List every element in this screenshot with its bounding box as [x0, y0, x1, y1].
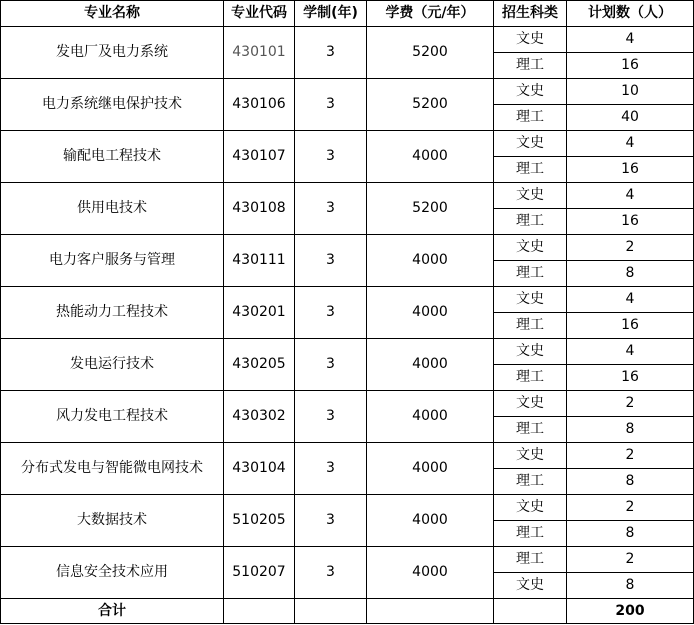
major-code-cell: 430108	[224, 183, 295, 235]
plan-count-cell: 16	[567, 157, 694, 183]
subject-cell: 文史	[494, 79, 567, 105]
subject-cell: 理工	[494, 365, 567, 391]
subject-cell: 理工	[494, 209, 567, 235]
major-code-cell: 510205	[224, 495, 295, 547]
plan-count-cell: 2	[567, 443, 694, 469]
years-cell: 3	[295, 391, 367, 443]
table-body	[1, 27, 694, 599]
years-cell: 3	[295, 339, 367, 391]
major-code-cell: 430205	[224, 339, 295, 391]
subject-cell: 理工	[494, 53, 567, 79]
major-name-cell: 信息安全技术应用	[1, 547, 224, 599]
subject-cell: 理工	[494, 417, 567, 443]
plan-count-cell: 8	[567, 573, 694, 599]
table-row	[1, 27, 694, 53]
plan-count-cell: 16	[567, 365, 694, 391]
plan-count-cell: 4	[567, 183, 694, 209]
fee-cell: 4000	[367, 287, 494, 339]
fee-cell: 4000	[367, 235, 494, 287]
major-code-cell: 430111	[224, 235, 295, 287]
plan-count-cell: 8	[567, 261, 694, 287]
total-row	[1, 599, 694, 624]
total-empty-fee	[367, 599, 494, 624]
subject-cell: 理工	[494, 521, 567, 547]
years-cell: 3	[295, 131, 367, 183]
subject-cell: 理工	[494, 313, 567, 339]
years-cell: 3	[295, 183, 367, 235]
years-cell: 3	[295, 547, 367, 599]
table-row	[1, 443, 694, 469]
major-name-cell: 分布式发电与智能微电网技术	[1, 443, 224, 495]
plan-count-cell: 8	[567, 417, 694, 443]
years-cell: 3	[295, 79, 367, 131]
subject-cell: 理工	[494, 261, 567, 287]
major-name-cell: 发电运行技术	[1, 339, 224, 391]
plan-count-cell: 16	[567, 53, 694, 79]
plan-count-cell: 40	[567, 105, 694, 131]
plan-count-cell: 2	[567, 547, 694, 573]
years-cell: 3	[295, 287, 367, 339]
plan-count-cell: 2	[567, 391, 694, 417]
plan-count-cell: 4	[567, 27, 694, 53]
years-cell: 3	[295, 495, 367, 547]
fee-cell: 4000	[367, 131, 494, 183]
header-plan: 计划数（人）	[567, 1, 694, 27]
major-code-cell: 430201	[224, 287, 295, 339]
plan-count-cell: 4	[567, 287, 694, 313]
table-row	[1, 183, 694, 209]
table-row	[1, 547, 694, 573]
plan-count-cell: 4	[567, 339, 694, 365]
subject-cell: 文史	[494, 235, 567, 261]
major-name-cell: 输配电工程技术	[1, 131, 224, 183]
major-name-cell: 电力客户服务与管理	[1, 235, 224, 287]
plan-count-cell: 10	[567, 79, 694, 105]
plan-count-cell: 8	[567, 469, 694, 495]
total-empty-subject	[494, 599, 567, 624]
subject-cell: 文史	[494, 495, 567, 521]
major-code-cell: 510207	[224, 547, 295, 599]
header-fee: 学费（元/年）	[367, 1, 494, 27]
fee-cell: 5200	[367, 183, 494, 235]
major-code-cell: 430106	[224, 79, 295, 131]
table-row	[1, 235, 694, 261]
table-row	[1, 391, 694, 417]
header-subject: 招生科类	[494, 1, 567, 27]
header-code: 专业代码	[224, 1, 295, 27]
table-row	[1, 79, 694, 105]
fee-cell: 4000	[367, 443, 494, 495]
major-name-cell: 热能动力工程技术	[1, 287, 224, 339]
subject-cell: 理工	[494, 469, 567, 495]
subject-cell: 文史	[494, 287, 567, 313]
plan-count-cell: 4	[567, 131, 694, 157]
major-name-cell: 电力系统继电保护技术	[1, 79, 224, 131]
subject-cell: 文史	[494, 573, 567, 599]
plan-count-cell: 2	[567, 495, 694, 521]
total-value: 200	[567, 599, 694, 624]
major-name-cell: 供用电技术	[1, 183, 224, 235]
table-row	[1, 131, 694, 157]
subject-cell: 文史	[494, 443, 567, 469]
subject-cell: 文史	[494, 131, 567, 157]
total-empty-years	[295, 599, 367, 624]
fee-cell: 4000	[367, 547, 494, 599]
years-cell: 3	[295, 443, 367, 495]
major-code-cell: 430107	[224, 131, 295, 183]
header-years: 学制(年)	[295, 1, 367, 27]
header-name: 专业名称	[1, 1, 224, 27]
major-name-cell: 大数据技术	[1, 495, 224, 547]
plan-count-cell: 8	[567, 521, 694, 547]
table-row	[1, 287, 694, 313]
fee-cell: 4000	[367, 391, 494, 443]
total-empty-code	[224, 599, 295, 624]
fee-cell: 5200	[367, 79, 494, 131]
fee-cell: 4000	[367, 339, 494, 391]
major-code-cell: 430104	[224, 443, 295, 495]
years-cell: 3	[295, 235, 367, 287]
subject-cell: 文史	[494, 183, 567, 209]
major-code-cell: 430302	[224, 391, 295, 443]
header-row	[1, 1, 694, 27]
fee-cell: 4000	[367, 495, 494, 547]
plan-count-cell: 16	[567, 313, 694, 339]
plan-count-cell: 2	[567, 235, 694, 261]
subject-cell: 理工	[494, 547, 567, 573]
years-cell: 3	[295, 27, 367, 79]
fee-cell: 5200	[367, 27, 494, 79]
subject-cell: 理工	[494, 105, 567, 131]
total-label: 合计	[1, 599, 224, 624]
subject-cell: 文史	[494, 27, 567, 53]
table-row	[1, 339, 694, 365]
plan-count-cell: 16	[567, 209, 694, 235]
major-code-cell: 430101	[224, 27, 295, 79]
table-row	[1, 495, 694, 521]
subject-cell: 理工	[494, 157, 567, 183]
major-name-cell: 风力发电工程技术	[1, 391, 224, 443]
major-name-cell: 发电厂及电力系统	[1, 27, 224, 79]
subject-cell: 文史	[494, 391, 567, 417]
subject-cell: 文史	[494, 339, 567, 365]
